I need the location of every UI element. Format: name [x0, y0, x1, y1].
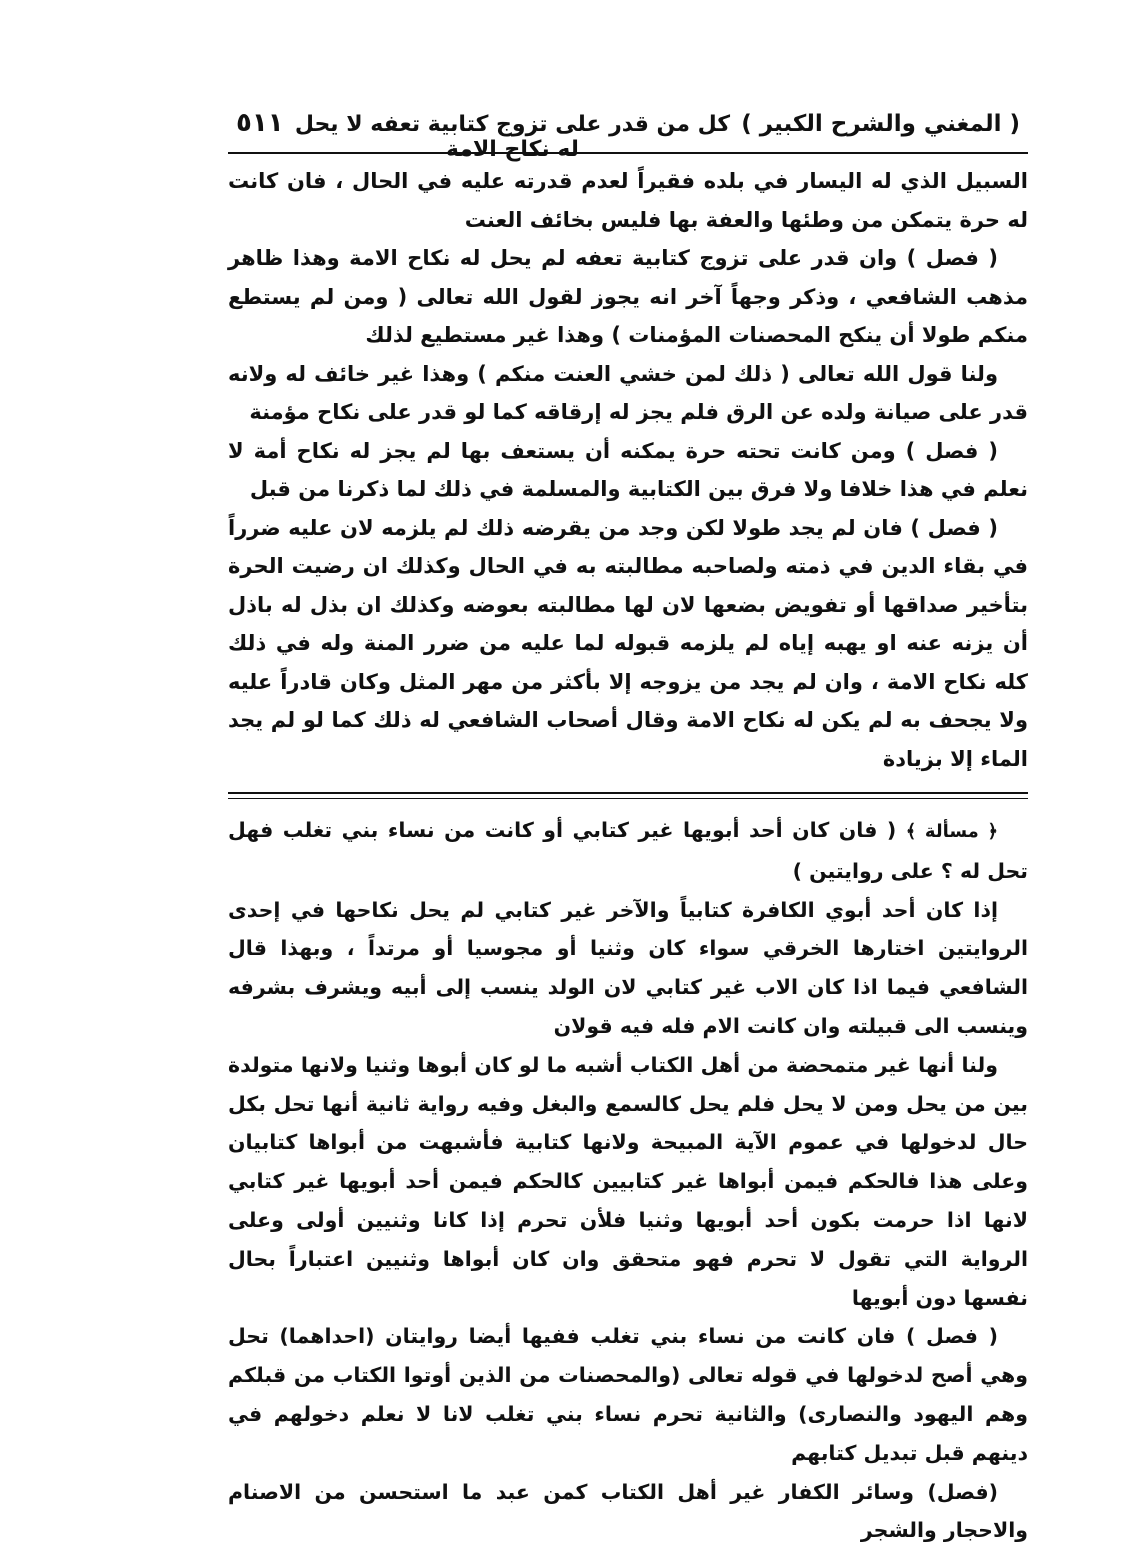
upper-paragraph-2: ( فصل ) وان قدر على تزوج كتابية تعفه لم يحل له نكاح الامة وهذا ظاهر مذهب الشافعي ، وذكر وجهاً آخر انه يجوز لقول الله تعالى ( ومن لم يستطع منكم طولا أن ينكح المحصنات المؤمنات ) وهذا غير مستطيع لذلك [228, 246, 1028, 347]
masala-mark: ﴿ مسألة ﴾ [905, 821, 998, 842]
upper-paragraph-1: السبيل الذي له اليسار في بلده فقيراً لعدم قدرته عليه في الحال ، فان كانت له حرة يتمكن من وطئها والعفة بها فليس بخائف العنت [228, 169, 1028, 232]
upper-paragraph-4: ( فصل ) ومن كانت تحته حرة يمكنه أن يستعف بها لم يجز له نكاح أمة لا نعلم في هذا خلافا ولا فرق بين الكتابية والمسلمة في ذلك لما ذكرنا من قبل [228, 438, 1028, 501]
masala-text: ( فان كان أحد أبويها غير كتابي أو كانت من نساء بني تغلب فهل تحل له ؟ على روايتين ) [228, 818, 1028, 883]
book-page [228, 108, 1028, 1550]
page-number: ٥١١ [236, 108, 284, 138]
upper-paragraph-3: ولنا قول الله تعالى ( ذلك لمن خشي العنت منكم ) وهذا غير خائف له ولانه قدر على صيانة ولده عن الرق فلم يجز له إرقاقه كما لو قدر على نكاح مؤمنة [228, 361, 1028, 424]
lower-paragraph-1: إذا كان أحد أبوي الكافرة كتابياً والآخر غير كتابي لم يحل نكاحها في إحدى الروايتين اختارها الخرقي سواء كان وثنيا أو مجوسيا أو مرتداً ، وبهذا قال الشافعي فيما اذا كان الاب غير كتابي لان الولد ينسب إلى أبيه ويشرف بشرفه وينسب الى قبيلته وان كانت الام فله فيه قولان [228, 897, 1028, 1038]
section-divider [228, 792, 1028, 799]
lower-paragraph-2: ولنا أنها غير متمحضة من أهل الكتاب أشبه ما لو كان أبوها وثنيا ولانها متولدة بين من يحل ومن لا يحل فلم يحل كالسمع والبغل وفيه رواية ثانية أنها تحل بكل حال لدخولها في عموم الآية المبيحة ولانها كتابية فأشبهت من أبواها كتابيان وعلى هذا فالحكم فيمن أبواها غير كتابيين كالحكم فيمن أحد أبويها غير كتابي لانها اذا حرمت بكون أحد أبويها وثنيا فلأن تحرم إذا كانا وثنيين أولى وعلى الرواية التي تقول لا تحرم فهو متحقق وان كان أبواها وثنيين اعتباراً بحال نفسها دون أبويها [228, 1052, 1028, 1310]
upper-text-block [228, 162, 1028, 778]
lower-paragraph-3: ( فصل ) فان كانت من نساء بني تغلب ففيها أيضا روايتان (احداهما) تحل وهي أصح لدخولها في قوله تعالى (والمحصنات من الذين أوتوا الكتاب من قبلكم وهم اليهود والنصارى) والثانية تحرم نساء بني تغلب لانا لا نعلم دخولهم في دينهم قبل تبديل كتابهم [228, 1324, 1028, 1465]
book-title: ( المغني والشرح الكبير ) [741, 111, 1020, 137]
running-subtitle: كل من قدر على تزوج كتابية تعفه لا يحل له نكاح الامة [294, 112, 731, 162]
lower-text-block [228, 811, 1028, 1550]
masala-heading [228, 811, 1028, 891]
upper-paragraph-5: ( فصل ) فان لم يجد طولا لكن وجد من يقرضه ذلك لم يلزمه لان عليه ضرراً في بقاء الدين في ذمته ولصاحبه مطالبته به في الحال وكذلك ان رضيت الحرة بتأخير صداقها أو تفويض بضعها لان لها مطالبته بعوضه وكذلك ان بذل له باذل أن يزنه عنه او يهبه إياه لم يلزمه قبوله لما عليه من ضرر المنة وله في ذلك كله نكاح الامة ، وان لم يجد من يزوجه إلا بأكثر من مهر المثل وكان قادراً عليه ولا يجحف به لم يكن له نكاح الامة وقال أصحاب الشافعي له ذلك كما لو لم يجد الماء إلا بزيادة [228, 515, 1028, 771]
running-header [228, 108, 1028, 162]
lower-paragraph-4: (فصل) وسائر الكفار غير أهل الكتاب كمن عبد ما استحسن من الاصنام والاحجار والشجر [228, 1479, 1028, 1543]
